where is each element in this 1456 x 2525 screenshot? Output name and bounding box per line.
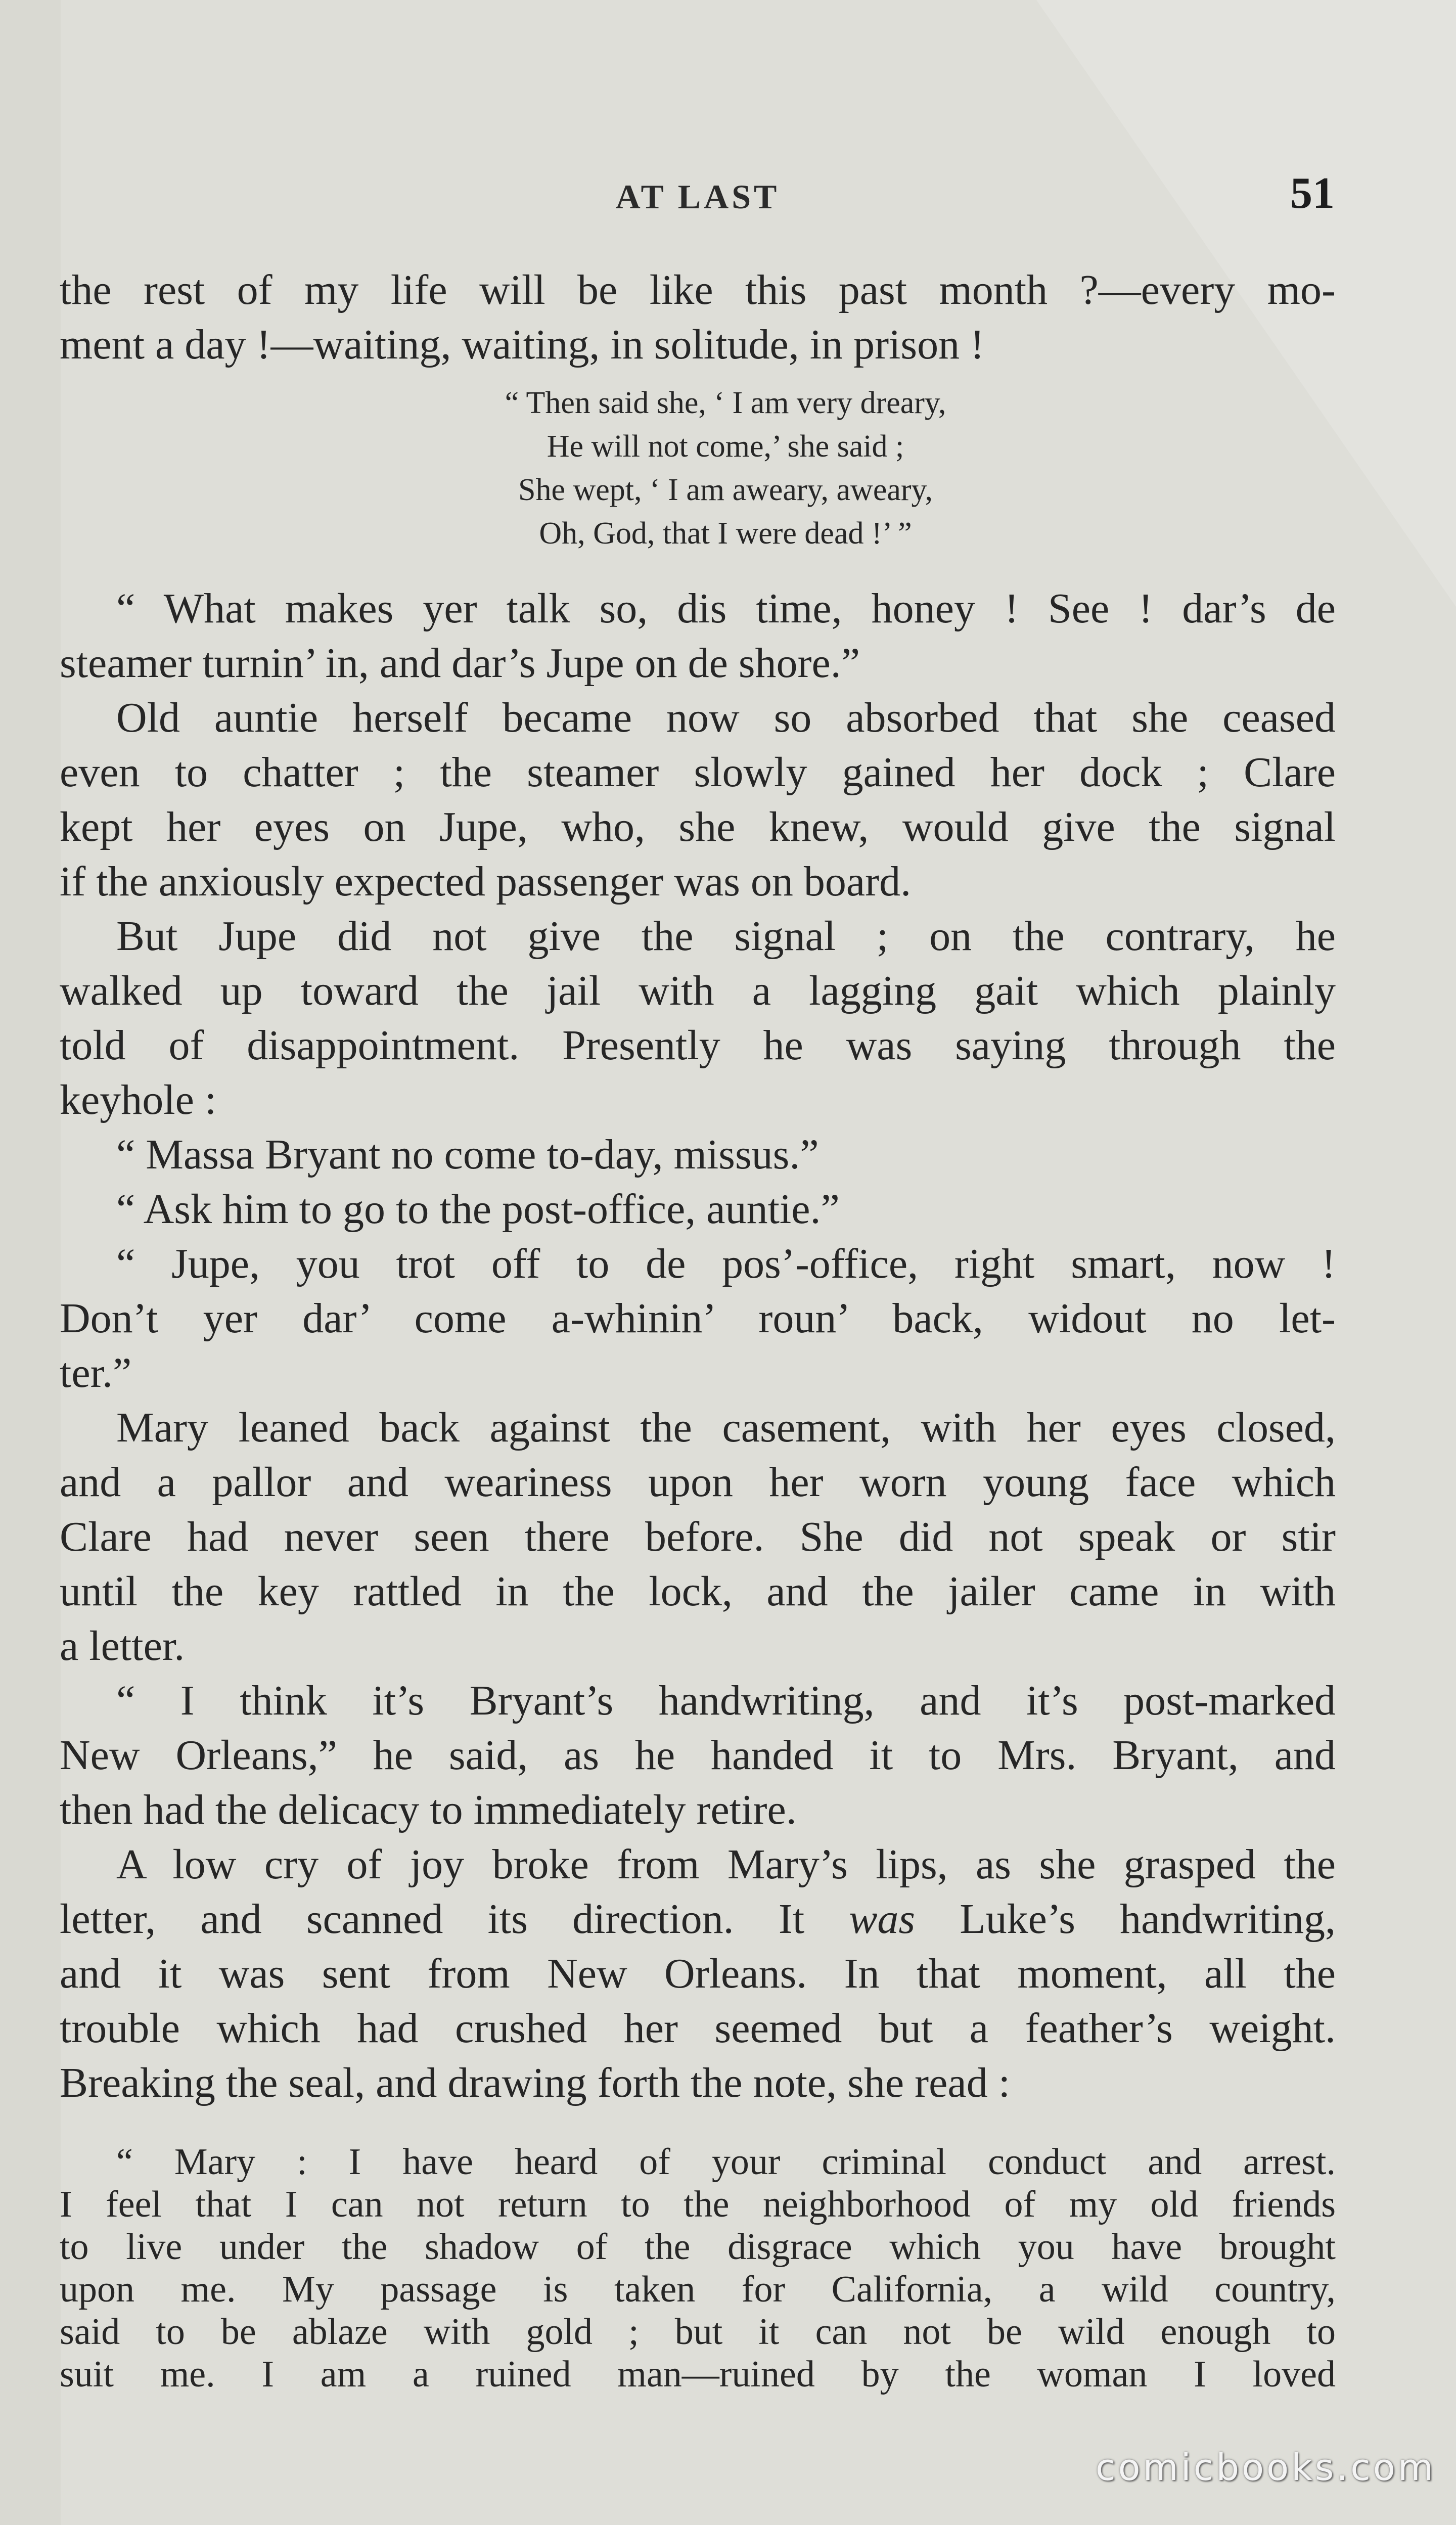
text-line: a letter.: [60, 1622, 185, 1670]
poem-line: “ Then said she, ‘ I am very dreary,: [505, 386, 946, 420]
text-fragment: Luke’s handwriting,: [915, 1896, 1336, 1943]
watermark: comicbooks.com: [1095, 2446, 1436, 2489]
text-line: But Jupe did not give the signal ; on the contrary, he: [116, 913, 1336, 960]
letter-line: to live under the shadow of the disgrace which you have brought: [60, 2226, 1336, 2268]
text-line: Old auntie herself became now so absorbed that she ceased: [116, 694, 1336, 741]
text-line: told of disappointment. Presently he was saying through the: [60, 1022, 1336, 1069]
text-line: Clare had never seen there before. She did not speak or stir: [60, 1513, 1336, 1560]
letter-line: said to be ablaze with gold ; but it can not be wild enough to: [60, 2311, 1336, 2353]
text-line: Mary leaned back against the casement, with her eyes closed,: [116, 1404, 1336, 1451]
text-line: “ Massa Bryant no come to-day, missus.”: [116, 1131, 819, 1178]
text-line-with-emphasis: [60, 1892, 1336, 1947]
text-line: A low cry of joy broke from Mary’s lips, as she grasped the: [116, 1841, 1336, 1888]
text-line: the rest of my life will be like this past month ?—every mo-: [60, 266, 1336, 313]
poem-quote: [60, 381, 1336, 555]
paper-edge: [0, 0, 61, 2525]
text-line: ment a day !—waiting, waiting, in solitude, in prison !: [60, 321, 985, 368]
emphasis-word: was: [849, 1896, 916, 1943]
page-header: [0, 169, 1456, 218]
text-line: walked up toward the jail with a lagging gait which plainly: [60, 967, 1336, 1014]
poem-line: He will not come,’ she said ;: [547, 429, 904, 464]
letter-line: upon me. My passage is taken for California, a wild country,: [60, 2269, 1336, 2310]
poem-line: Oh, God, that I were dead !’ ”: [539, 516, 912, 551]
text-line: “ Ask him to go to the post-office, auntie.”: [116, 1186, 840, 1233]
spacer: [60, 2110, 1336, 2141]
text-line: trouble which had crushed her seemed but a feather’s weight.: [60, 2005, 1336, 2052]
text-line: then had the delicacy to immediately retire.: [60, 1786, 797, 1833]
text-line: and it was sent from New Orleans. In that moment, all the: [60, 1950, 1336, 1997]
letter-line: suit me. I am a ruined man—ruined by the woman I loved: [60, 2354, 1336, 2395]
text-line: even to chatter ; the steamer slowly gained her dock ; Clare: [60, 749, 1336, 796]
text-line: “ What makes yer talk so, dis time, honey ! See ! dar’s de: [116, 585, 1336, 632]
text-line: “ I think it’s Bryant’s handwriting, and it’s post-marked: [116, 1677, 1336, 1724]
text-line: until the key rattled in the lock, and the jailer came in with: [60, 1568, 1336, 1615]
text-line: Don’t yer dar’ come a-whinin’ roun’ back, widout no let-: [60, 1295, 1336, 1342]
text-fragment: letter, and scanned its direction. It: [60, 1896, 805, 1943]
text-line: “ Jupe, you trot off to de pos’-office, right smart, now !: [116, 1240, 1336, 1287]
body-text: [60, 263, 1336, 2396]
running-head: AT LAST: [615, 177, 780, 216]
text-line: steamer turnin’ in, and dar’s Jupe on de shore.”: [60, 640, 860, 687]
letter-line: “ Mary : I have heard of your criminal conduct and arrest.: [116, 2141, 1336, 2183]
spacer: [60, 372, 1336, 381]
poem-line: She wept, ‘ I am aweary, aweary,: [518, 473, 933, 507]
letter-quote: [60, 2141, 1336, 2396]
text-line: New Orleans,” he said, as he handed it to Mrs. Bryant, and: [60, 1732, 1336, 1779]
text-line: keyhole :: [60, 1076, 217, 1123]
letter-line: I feel that I can not return to the neighborhood of my old friends: [60, 2184, 1336, 2225]
page-number: 51: [1290, 169, 1335, 218]
spacer: [60, 555, 1336, 581]
text-line: and a pallor and weariness upon her worn young face which: [60, 1459, 1336, 1506]
text-line: Breaking the seal, and drawing forth the note, she read :: [60, 2059, 1011, 2106]
text-line: kept her eyes on Jupe, who, she knew, would give the signal: [60, 803, 1336, 850]
text-line: if the anxiously expected passenger was on board.: [60, 858, 912, 905]
text-line: ter.”: [60, 1349, 132, 1396]
